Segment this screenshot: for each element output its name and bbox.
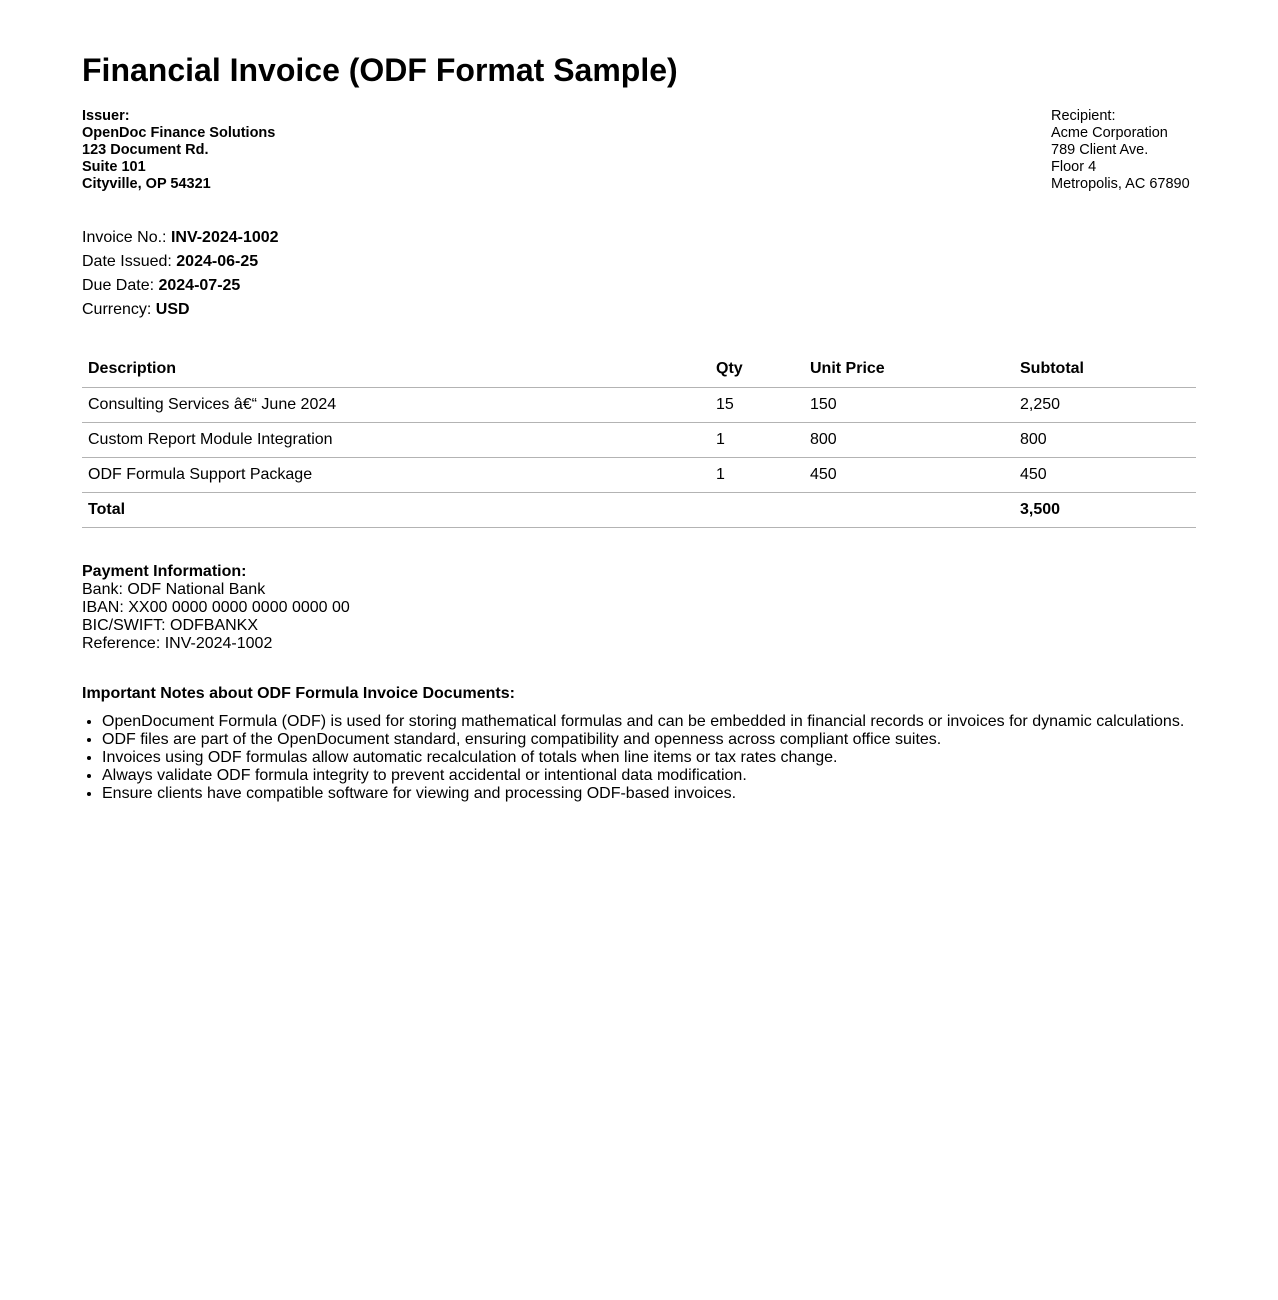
table-row (82, 387, 1196, 422)
currency-value: USD (155, 301, 190, 318)
total-empty-unit-price (804, 492, 1014, 527)
line-items-table (82, 352, 1196, 528)
date-issued-label: Date Issued: (82, 253, 177, 270)
cell-subtotal: 800 (1014, 422, 1196, 457)
column-header-unit-price: Unit Price (804, 352, 1014, 387)
date-issued-row (82, 250, 1196, 274)
cell-subtotal: 450 (1014, 457, 1196, 492)
currency-label: Currency: (82, 301, 156, 318)
cell-unit-price: 450 (804, 457, 1014, 492)
list-item: • Ensure clients have compatible software for viewing and processing ODF-based invoices. (102, 785, 1196, 803)
invoice-number-label: Invoice No.: (82, 229, 171, 246)
issuer-label: Issuer: (82, 108, 130, 124)
total-row (82, 492, 1196, 527)
list-item: • Always validate ODF formula integrity to prevent accidental or intentional data modification. (102, 767, 1196, 785)
cell-description: ODF Formula Support Package (82, 457, 710, 492)
payment-reference: Reference: INV-2024-1002 (82, 634, 273, 652)
recipient-block (1051, 108, 1190, 193)
currency-row (82, 298, 1196, 322)
notes-list (82, 713, 1196, 803)
recipient-address-line-1: 789 Client Ave. (1051, 142, 1149, 158)
payment-bic: BIC/SWIFT: ODFBANKX (82, 616, 259, 634)
payment-iban: IBAN: XX00 0000 0000 0000 0000 00 (82, 598, 350, 616)
payment-heading: Payment Information: (82, 562, 247, 580)
invoice-number-row (82, 226, 1196, 250)
list-item: • ODF files are part of the OpenDocument standard, ensuring compatibility and openness across compliant office suites. (102, 731, 1196, 749)
issuer-address-line-1: 123 Document Rd. (82, 142, 209, 158)
recipient-address-line-2: Floor 4 (1051, 159, 1097, 175)
column-header-subtotal: Subtotal (1014, 352, 1196, 387)
invoice-number-value: INV-2024-1002 (170, 229, 279, 246)
table-header-row (82, 352, 1196, 387)
cell-qty: 1 (710, 422, 804, 457)
parties-section (82, 108, 1196, 196)
list-item: • Invoices using ODF formulas allow automatic recalculation of totals when line items or tax rates change. (102, 749, 1196, 767)
column-header-description: Description (82, 352, 710, 387)
issuer-name: OpenDoc Finance Solutions (82, 125, 276, 141)
total-value: 3,500 (1014, 492, 1196, 527)
notes-heading: Important Notes about ODF Formula Invoice Documents: (82, 684, 515, 702)
list-item: • OpenDocument Formula (ODF) is used for storing mathematical formulas and can be embedded in financial records or invoices for dynamic calculations. (102, 713, 1196, 731)
recipient-name: Acme Corporation (1051, 125, 1168, 141)
issuer-city: Cityville, OP 54321 (82, 176, 211, 192)
date-issued-value: 2024-06-25 (176, 253, 259, 270)
cell-description: Custom Report Module Integration (82, 422, 710, 457)
recipient-city: Metropolis, AC 67890 (1051, 176, 1190, 192)
issuer-address-line-2: Suite 101 (82, 159, 146, 175)
total-empty-qty (710, 492, 804, 527)
cell-unit-price: 800 (804, 422, 1014, 457)
due-date-value: 2024-07-25 (158, 277, 241, 294)
issuer-block (82, 108, 275, 193)
table-row (82, 457, 1196, 492)
important-notes (82, 685, 1196, 803)
recipient-label: Recipient: (1051, 108, 1116, 124)
invoice-meta (82, 226, 1196, 322)
cell-subtotal: 2,250 (1014, 387, 1196, 422)
cell-unit-price: 150 (804, 387, 1014, 422)
due-date-row (82, 274, 1196, 298)
total-label: Total (82, 492, 710, 527)
column-header-qty: Qty (710, 352, 804, 387)
cell-qty: 15 (710, 387, 804, 422)
cell-qty: 1 (710, 457, 804, 492)
cell-description: Consulting Services â€“ June 2024 (82, 387, 710, 422)
page-title: Financial Invoice (ODF Format Sample) (82, 52, 678, 88)
due-date-label: Due Date: (82, 277, 159, 294)
table-row (82, 422, 1196, 457)
payment-bank: Bank: ODF National Bank (82, 580, 266, 598)
payment-information (82, 563, 1196, 653)
